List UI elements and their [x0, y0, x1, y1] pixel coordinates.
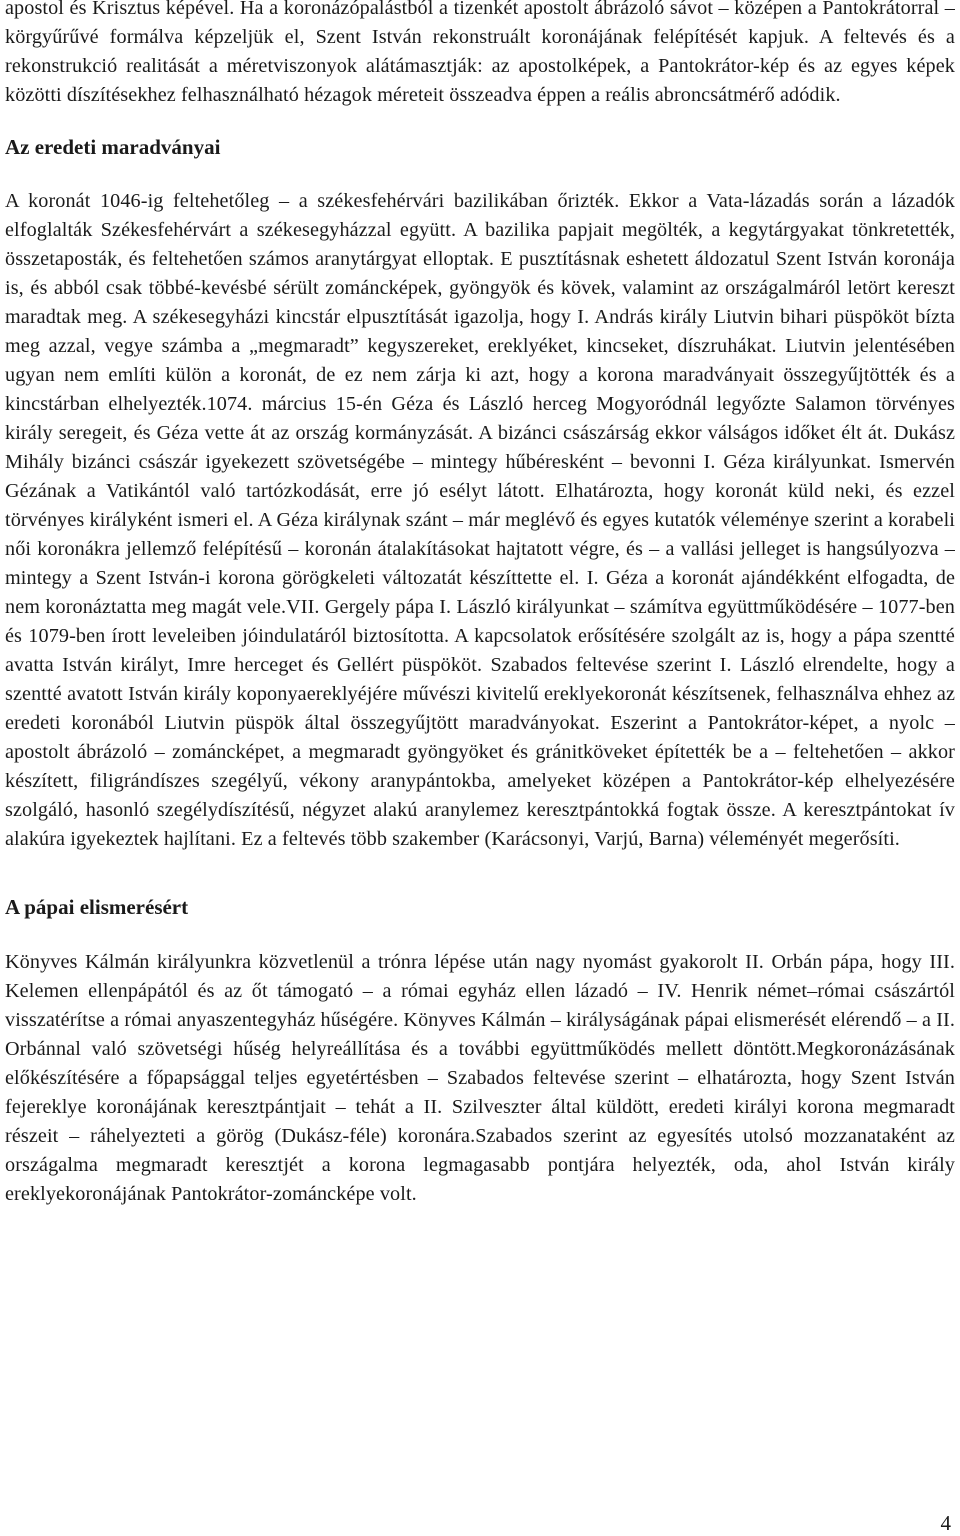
document-page — [5, 0, 955, 1209]
page-number: 4 — [940, 1511, 951, 1535]
spacer — [5, 162, 955, 187]
intro-paragraph: apostol és Krisztus képével. Ha a koronázópalástból a tizenkét apostolt ábrázoló sávot – középen a Pantokrátorral – körgyűrűvé formálva képzeljük el, Szent István rekonstruált koronájának felépítését kapjuk. A feltevés és a rekonstrukció realitását a méretviszonyok alátámasztják: az apostolképek, a Pantokrátor-kép és az egyes képek közötti díszítésekhez felhasználható hézagok méreteit összeadva éppen a reális abroncsátmérő adódik. — [5, 0, 955, 106]
spacer — [5, 922, 955, 948]
spacer — [5, 854, 955, 893]
section-heading-papal-recognition: A pápai elismerésért — [5, 895, 189, 919]
spacer — [5, 110, 955, 133]
section-paragraph-remains: A koronát 1046-ig feltehetőleg – a székesfehérvári bazilikában őrizték. Ekkor a Vata-lázadás során a lázadók elfoglalták Székesfehérvárt a székesegyházzal együtt. A bazilika papjait megölték, a kegytárgyakat tönkretették, összetaposták, és feltehetően számos aranytárgyat elloptak. E pusztításnak eshetett áldozatul Szent István koronája is, és abból csak többé-kevésbé sérült zománcképek, gyöngyök és kövek, valamint az országalmáról letört kereszt maradtak meg. A székesegyházi kincstár elpusztítását igazolja, hogy I. András király Liutvin bihari püspököt bízta meg azzal, vegye számba a „megmaradt” kegyszereket, ereklyéket, kincseket, díszruhákat. Liutvin jelentésében ugyan nem említi külön a koronát, de ez nem zárja ki azt, hogy a korona maradványait összegyűjtötték és a kincstárban elhelyezték.1074. március 15-én Géza és László herceg Mogyoródnál legyőzte Salamon törvényes király seregeit, és Géza vette át az ország kormányzását. A bizánci császárság ekkor válságos időket élt át. Dukász Mihály bizánci császár igyekezett szövetségébe – mintegy hűbéresként – bevonni I. Géza királyunkat. Ismervén Gézának a Vatikántól való tartózkodását, erre jó esélyt látott. Elhatározta, hogy koronát küld neki, és ezzel törvényes királyként ismeri el. A Géza királynak szánt – már meglévő és egyes kutatók véleménye szerint a korabeli női koronákra jellemző felépítésű – koronán átalakításokat hajtatott végre, és – a vallási jelleget is hangsúlyozva – mintegy a Szent István-i korona görögkeleti változatát készíttette el. I. Géza a koronát ajándékként elfogadta, de nem koronáztatta meg magát vele.VII. Gergely pápa I. László királyunkat – számítva együttműködésére – 1077-ben és 1079-ben írott leveleiben jóindulatáról biztosította. A kapcsolatok erősítésére szolgált az is, hogy a pápa szentté avatta István királyt, Imre herceget és Gellért püspököt. Szabados feltevése szerint I. László elrendelte, hogy a szentté avatott István király koponyaereklyéjére művészi kivitelű ereklyekoronát készítsenek, felhasználva ehhez az eredeti koronából Liutvin püspök által összegyűjtött maradványokat. Eszerint a Pantokrátor-képet, a nyolc – apostolt ábrázoló – zománcképet, a megmaradt gyöngyöket és gránitköveket építették be a – feltehetően – akkor készített, filigrándíszes szegélyű, vékony aranypántokba, amelyeket középen a Pantokrátor-kép elhelyezésére szolgáló, hasonló szegélydíszítésű, négyzet alakú aranylemez keresztpántokká fogtak össze. A keresztpántokat ív alakúra igyekeztek hajlítani. Ez a feltevés több szakember (Karácsonyi, Varjú, Barna) véleményét megerősíti. — [5, 190, 955, 850]
section-paragraph-papal-recognition: Könyves Kálmán királyunkra közvetlenül a trónra lépése után nagy nyomást gyakorolt II. Orbán pápa, hogy III. Kelemen ellenpápától és az őt támogató – a római egyház ellen lázadó – IV. Henrik német–római császártól visszatérítse a római anyaszentegyház hűségére. Könyves Kálmán – királyságának pápai elismerését elérendő – a II. Orbánnal való szövetségi hűség helyreállítása és a további együttműködés mellett döntött.Megkoronázásának előkészítésére a főpapsággal teljes egyetértésben – Szabados feltevése szerint – elhatározta, hogy Szent István fejereklye koronájának keresztpántjait – tehát a II. Szilveszter által küldött, eredeti királyi korona megmaradt részeit – ráhelyezteti a görög (Dukász-féle) koronára.Szabados szerint az egyesítés utolsó mozzanataként az országalma megmaradt keresztjét a korona legmagasabb pontjára helyezték, oda, ahol István király ereklyekoronájának Pantokrátor-zománcképe volt. — [5, 951, 955, 1205]
section-heading-remains: Az eredeti maradványai — [5, 135, 221, 159]
